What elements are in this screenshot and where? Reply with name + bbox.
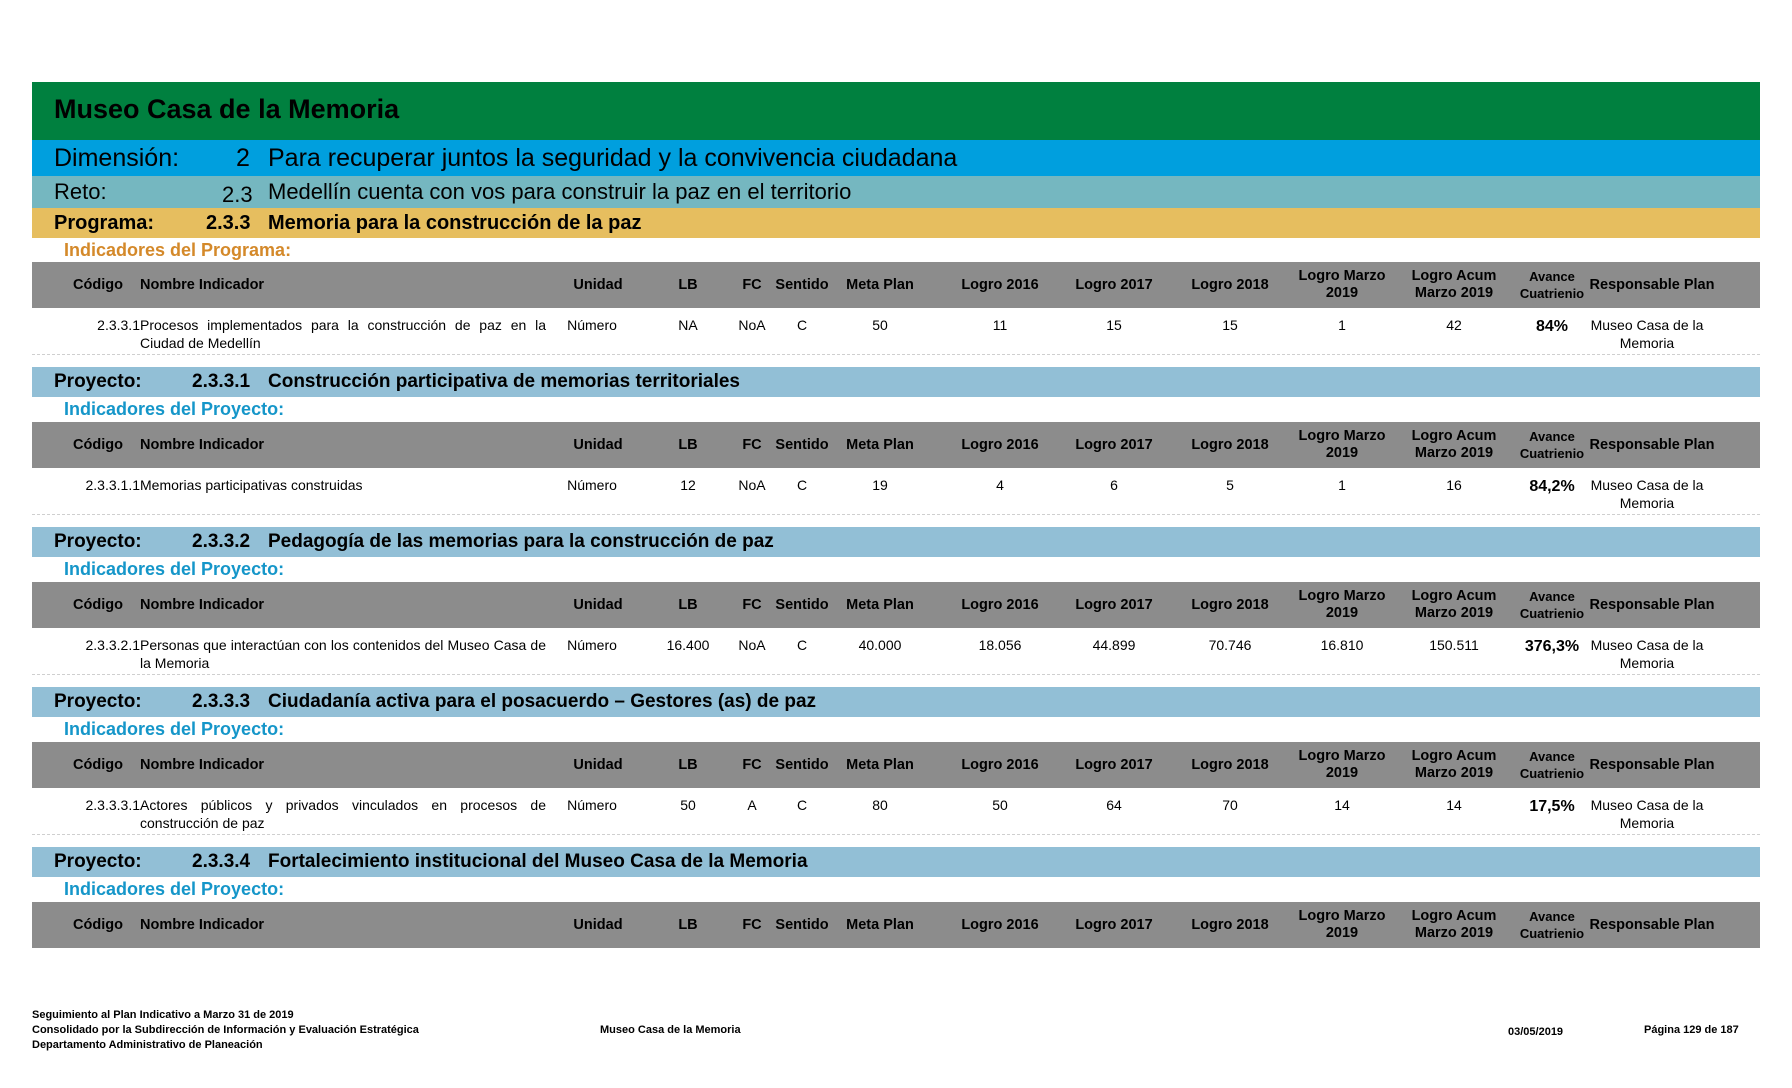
- table-header: [32, 422, 1760, 468]
- col-logro-marzo: Logro Marzo 2019: [1298, 908, 1386, 941]
- cell-nombre: Actores públicos y privados vinculados en procesos de construcción de paz: [140, 797, 546, 831]
- cell-unidad: Número: [567, 317, 617, 333]
- col-logro-marzo: Logro Marzo 2019: [1298, 748, 1386, 781]
- col-meta-plan: Meta Plan: [846, 756, 914, 773]
- col-sentido: Sentido: [775, 916, 829, 933]
- col-logro-2017: Logro 2017: [1075, 276, 1153, 293]
- col-logro-acum: Logro Acum Marzo 2019: [1411, 588, 1497, 621]
- cell-logro-2016: 11: [992, 317, 1008, 333]
- col-unidad: Unidad: [573, 756, 623, 773]
- cell-responsable: Museo Casa de la Memoria: [1590, 637, 1704, 671]
- program-indicators-heading: Indicadores del Programa:: [64, 239, 292, 260]
- cell-lb: NA: [678, 317, 698, 333]
- col-logro-2016: Logro 2016: [961, 436, 1039, 453]
- col-logro-2016: Logro 2016: [961, 916, 1039, 933]
- cell-logro-acum: 150.511: [1429, 637, 1479, 653]
- col-responsable: Responsable Plan: [1589, 596, 1715, 613]
- cell-lb: 50: [680, 797, 696, 813]
- col-logro-marzo: Logro Marzo 2019: [1298, 428, 1386, 461]
- col-logro-acum: Logro Acum Marzo 2019: [1411, 428, 1497, 461]
- cell-logro-2016: 18.056: [978, 637, 1022, 653]
- col-fc: FC: [742, 436, 762, 453]
- cell-sentido: C: [796, 637, 808, 653]
- cell-codigo: 2.3.3.3.1: [85, 797, 140, 813]
- project-label: Proyecto:: [54, 531, 142, 552]
- col-nombre: Nombre Indicador: [140, 276, 265, 293]
- col-logro-2016: Logro 2016: [961, 756, 1039, 773]
- project-indicators-heading: Indicadores del Proyecto:: [64, 879, 285, 899]
- col-avance: Avance Cuatrienio: [1519, 269, 1585, 301]
- col-meta-plan: Meta Plan: [846, 916, 914, 933]
- cell-logro-marzo: 14: [1334, 797, 1350, 813]
- col-sentido: Sentido: [775, 276, 829, 293]
- dimension-band: [32, 140, 1760, 176]
- project-band: [32, 527, 1760, 557]
- col-unidad: Unidad: [573, 596, 623, 613]
- col-avance: Avance Cuatrienio: [1519, 749, 1585, 781]
- col-responsable: Responsable Plan: [1589, 916, 1715, 933]
- project-indicators-heading: Indicadores del Proyecto:: [64, 719, 285, 739]
- cell-avance: 17,5%: [1529, 798, 1575, 815]
- col-logro-2017: Logro 2017: [1075, 916, 1153, 933]
- dimension-text: Para recuperar juntos la seguridad y la convivencia ciudadana: [268, 143, 958, 172]
- dimension-label: Dimensión:: [54, 143, 180, 172]
- project-number: 2.3.3.1: [192, 371, 251, 392]
- project-number: 2.3.3.3: [192, 691, 251, 712]
- cell-logro-2018: 5: [1226, 477, 1234, 493]
- cell-unidad: Número: [567, 797, 617, 813]
- indicator-sections: [32, 238, 1760, 948]
- col-meta-plan: Meta Plan: [846, 276, 914, 293]
- footer-page-number: Página 129 de 187: [1644, 1024, 1739, 1036]
- col-codigo: Código: [73, 276, 123, 293]
- table-row: [32, 468, 1760, 515]
- col-logro-2016: Logro 2016: [961, 276, 1039, 293]
- cell-fc: NoA: [738, 317, 766, 333]
- cell-responsable: Museo Casa de la Memoria: [1590, 317, 1704, 351]
- project-label: Proyecto:: [54, 371, 142, 392]
- cell-unidad: Número: [567, 637, 617, 653]
- col-lb: LB: [678, 276, 698, 293]
- cell-lb: 16.400: [666, 637, 710, 653]
- cell-sentido: C: [796, 797, 808, 813]
- col-sentido: Sentido: [775, 756, 829, 773]
- table-row: [32, 308, 1760, 355]
- col-lb: LB: [678, 756, 698, 773]
- cell-logro-2017: 6: [1110, 477, 1118, 493]
- cell-fc: NoA: [738, 477, 766, 493]
- cell-logro-marzo: 16.810: [1320, 637, 1364, 653]
- col-codigo: Código: [73, 756, 123, 773]
- cell-responsable: Museo Casa de la Memoria: [1590, 797, 1704, 831]
- cell-logro-2016: 50: [992, 797, 1008, 813]
- col-logro-2018: Logro 2018: [1191, 276, 1269, 293]
- project-band: [32, 687, 1760, 717]
- col-lb: LB: [678, 436, 698, 453]
- cell-logro-acum: 14: [1446, 797, 1462, 813]
- col-logro-2018: Logro 2018: [1191, 596, 1269, 613]
- col-logro-2018: Logro 2018: [1191, 756, 1269, 773]
- programa-band: [32, 208, 1760, 238]
- col-avance: Avance Cuatrienio: [1519, 589, 1585, 621]
- col-codigo: Código: [73, 436, 123, 453]
- project-text: Pedagogía de las memorias para la construcción de paz: [268, 531, 774, 552]
- col-logro-2017: Logro 2017: [1075, 756, 1153, 773]
- col-logro-2016: Logro 2016: [961, 596, 1039, 613]
- col-fc: FC: [742, 596, 762, 613]
- col-logro-2018: Logro 2018: [1191, 916, 1269, 933]
- project-indicators-heading: Indicadores del Proyecto:: [64, 559, 285, 579]
- footer-line1: Seguimiento al Plan Indicativo a Marzo 31 de 2019: [32, 1009, 294, 1021]
- cell-logro-2017: 15: [1106, 317, 1122, 333]
- cell-avance: 84%: [1535, 318, 1569, 335]
- col-logro-acum: Logro Acum Marzo 2019: [1411, 268, 1497, 301]
- entity-title: Museo Casa de la Memoria: [54, 94, 400, 124]
- project-indicators-heading: Indicadores del Proyecto:: [64, 399, 285, 419]
- cell-meta-plan: 40.000: [858, 637, 902, 653]
- table-header: [32, 582, 1760, 628]
- cell-meta-plan: 19: [872, 477, 888, 493]
- col-sentido: Sentido: [775, 596, 829, 613]
- col-logro-marzo: Logro Marzo 2019: [1298, 588, 1386, 621]
- col-fc: FC: [742, 756, 762, 773]
- cell-logro-acum: 42: [1446, 317, 1462, 333]
- reto-text: Medellín cuenta con vos para construir la paz en el territorio: [268, 179, 852, 204]
- col-nombre: Nombre Indicador: [140, 436, 265, 453]
- cell-logro-2018: 70.746: [1208, 637, 1252, 653]
- col-lb: LB: [678, 596, 698, 613]
- cell-fc: A: [747, 797, 757, 813]
- table-header: [32, 902, 1760, 948]
- entity-band: [32, 82, 1760, 140]
- table-header: [32, 742, 1760, 788]
- cell-logro-acum: 16: [1446, 477, 1462, 493]
- col-nombre: Nombre Indicador: [140, 756, 265, 773]
- col-nombre: Nombre Indicador: [140, 916, 265, 933]
- footer-line2: Consolidado por la Subdirección de Información y Evaluación Estratégica: [32, 1024, 419, 1036]
- footer-line3: Departamento Administrativo de Planeación: [32, 1039, 263, 1051]
- cell-codigo: 2.3.3.1: [97, 317, 140, 333]
- col-responsable: Responsable Plan: [1589, 756, 1715, 773]
- project-number: 2.3.3.2: [192, 531, 251, 552]
- footer-date: 03/05/2019: [1508, 1026, 1564, 1038]
- project-label: Proyecto:: [54, 691, 142, 712]
- cell-logro-2017: 44.899: [1092, 637, 1136, 653]
- col-avance: Avance Cuatrienio: [1519, 429, 1585, 461]
- project-band: [32, 367, 1760, 397]
- project-text: Construcción participativa de memorias territoriales: [268, 371, 740, 392]
- cell-sentido: C: [796, 477, 808, 493]
- col-lb: LB: [678, 916, 698, 933]
- cell-meta-plan: 80: [872, 797, 888, 813]
- col-fc: FC: [742, 276, 762, 293]
- col-sentido: Sentido: [775, 436, 829, 453]
- cell-logro-2018: 15: [1222, 317, 1238, 333]
- col-logro-2017: Logro 2017: [1075, 596, 1153, 613]
- programa-label: Programa:: [54, 211, 155, 234]
- col-nombre: Nombre Indicador: [140, 596, 265, 613]
- col-responsable: Responsable Plan: [1589, 436, 1715, 453]
- col-logro-acum: Logro Acum Marzo 2019: [1411, 908, 1497, 941]
- cell-meta-plan: 50: [872, 317, 888, 333]
- cell-logro-marzo: 1: [1338, 317, 1346, 333]
- cell-nombre: Memorias participativas construidas: [140, 477, 363, 493]
- cell-logro-2016: 4: [996, 477, 1004, 493]
- col-unidad: Unidad: [573, 276, 623, 293]
- report-page: [32, 82, 1760, 948]
- cell-logro-2017: 64: [1106, 797, 1122, 813]
- cell-unidad: Número: [567, 477, 617, 493]
- col-logro-acum: Logro Acum Marzo 2019: [1411, 748, 1497, 781]
- col-unidad: Unidad: [573, 436, 623, 453]
- table-row: [32, 628, 1760, 675]
- col-responsable: Responsable Plan: [1589, 276, 1715, 293]
- project-number: 2.3.3.4: [192, 851, 251, 872]
- reto-band: [32, 176, 1760, 208]
- project-label: Proyecto:: [54, 851, 142, 872]
- reto-number: 2.3: [222, 182, 253, 207]
- cell-sentido: C: [796, 317, 808, 333]
- col-meta-plan: Meta Plan: [846, 436, 914, 453]
- cell-lb: 12: [680, 477, 696, 493]
- footer-left: [32, 1008, 419, 1053]
- programa-text: Memoria para la construcción de la paz: [268, 211, 642, 234]
- table-row: [32, 788, 1760, 835]
- col-logro-2017: Logro 2017: [1075, 436, 1153, 453]
- footer-center: Museo Casa de la Memoria: [600, 1024, 741, 1036]
- col-codigo: Código: [73, 916, 123, 933]
- cell-fc: NoA: [738, 637, 766, 653]
- cell-codigo: 2.3.3.1.1: [85, 477, 140, 493]
- col-logro-marzo: Logro Marzo 2019: [1298, 268, 1386, 301]
- cell-logro-marzo: 1: [1338, 477, 1346, 493]
- table-header: [32, 262, 1760, 308]
- project-text: Fortalecimiento institucional del Museo Casa de la Memoria: [268, 851, 808, 872]
- col-codigo: Código: [73, 596, 123, 613]
- cell-avance: 376,3%: [1524, 638, 1580, 655]
- col-logro-2018: Logro 2018: [1191, 436, 1269, 453]
- cell-avance: 84,2%: [1529, 478, 1575, 495]
- project-band: [32, 847, 1760, 877]
- cell-responsable: Museo Casa de la Memoria: [1590, 477, 1704, 511]
- cell-nombre: Personas que interactúan con los contenidos del Museo Casa de la Memoria: [140, 637, 546, 671]
- cell-logro-2018: 70: [1222, 797, 1238, 813]
- cell-nombre: Procesos implementados para la construcción de paz en la Ciudad de Medellín: [140, 317, 546, 351]
- reto-label: Reto:: [54, 179, 107, 204]
- col-avance: Avance Cuatrienio: [1519, 909, 1585, 941]
- col-fc: FC: [742, 916, 762, 933]
- programa-number: 2.3.3: [206, 211, 251, 234]
- col-unidad: Unidad: [573, 916, 623, 933]
- col-meta-plan: Meta Plan: [846, 596, 914, 613]
- dimension-number: 2: [236, 143, 250, 172]
- project-text: Ciudadanía activa para el posacuerdo – Gestores (as) de paz: [268, 691, 817, 712]
- cell-codigo: 2.3.3.2.1: [85, 637, 140, 653]
